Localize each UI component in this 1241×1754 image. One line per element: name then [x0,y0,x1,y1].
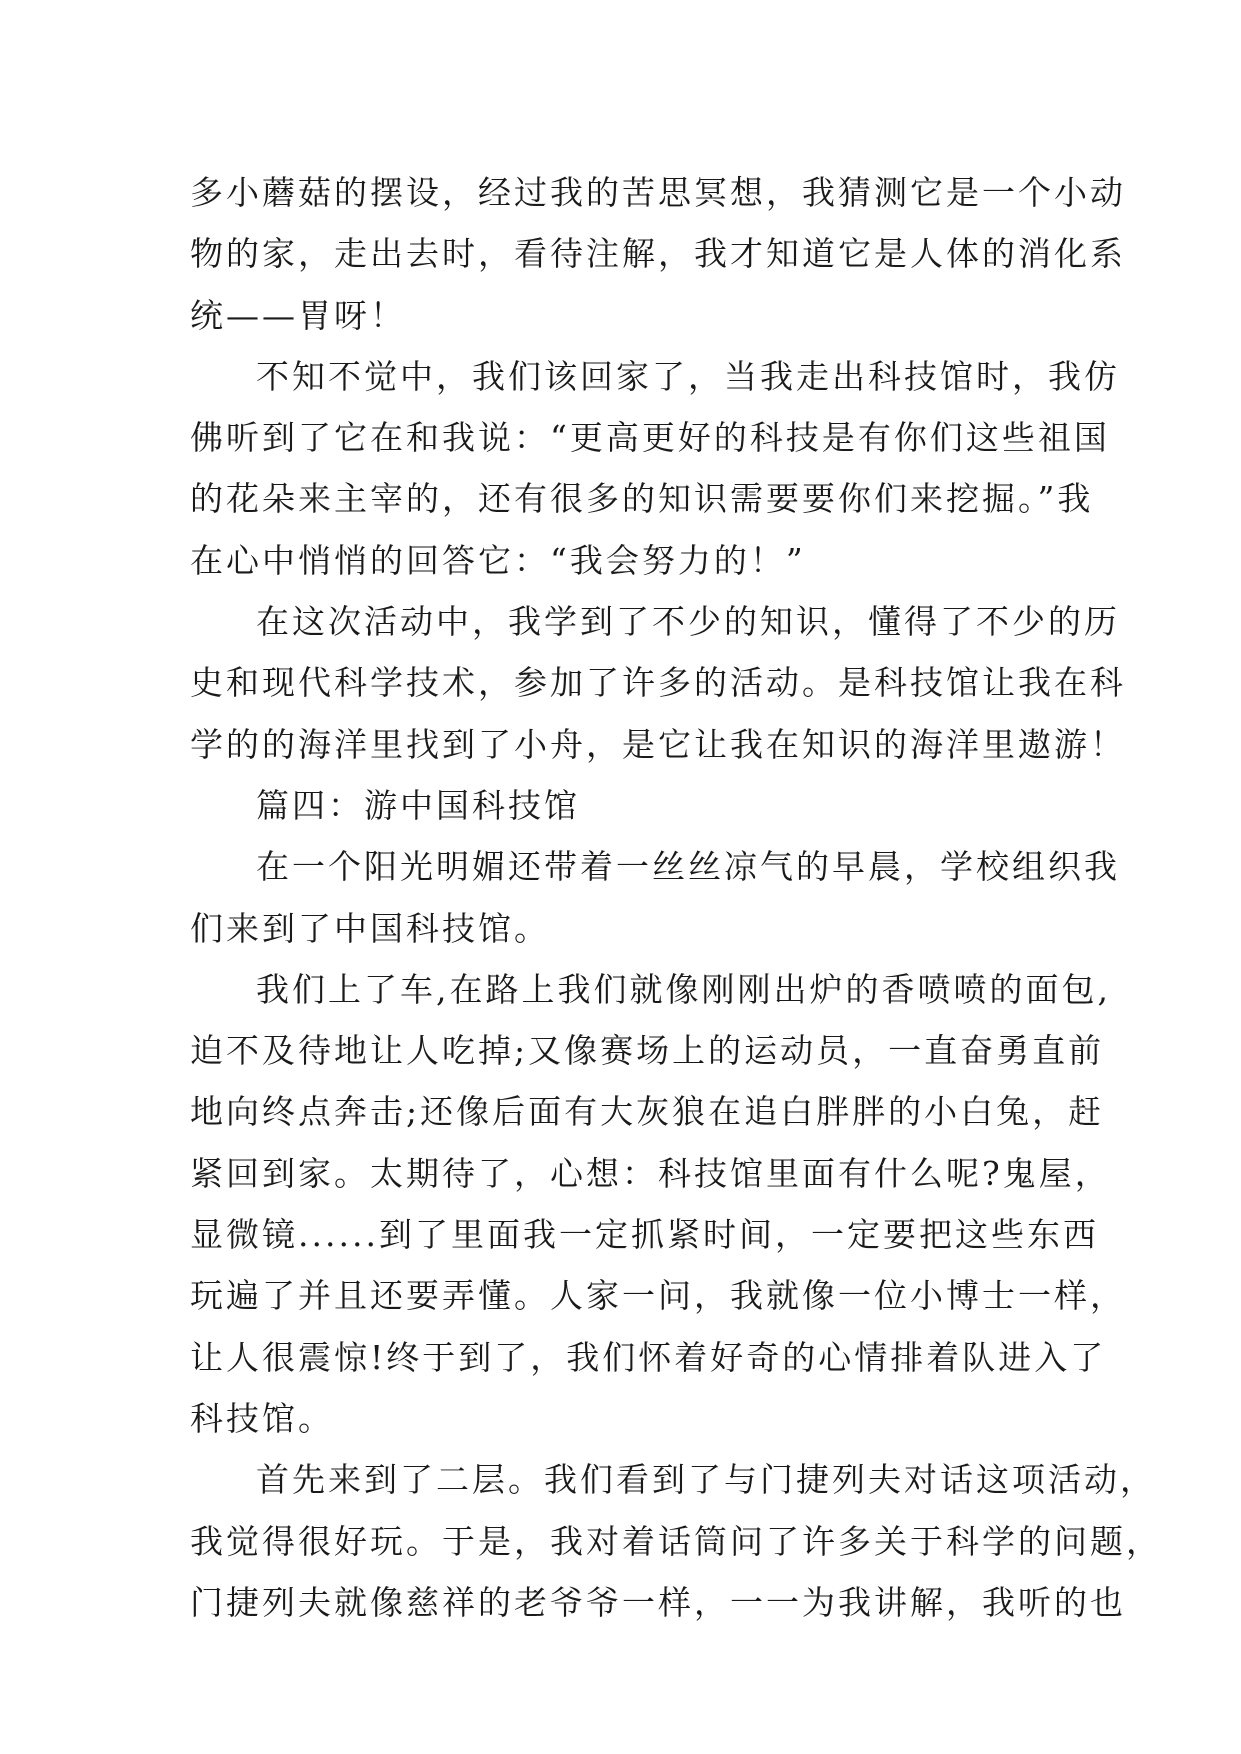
text-line: 迫不及待地让人吃掉;又像赛场上的运动员，一直奋勇直前 [190,1031,1105,1071]
text-line: 物的家，走出去时，看待注解，我才知道它是人体的消化系 [190,234,1126,274]
text-line: 学的的海洋里找到了小舟，是它让我在知识的海洋里遨游！ [190,724,1126,764]
text-line: 玩遍了并且还要弄懂。人家一问，我就像一位小博士一样， [190,1276,1126,1316]
paragraph-first-line: 首先来到了二层。我们看到了与门捷列夫对话这项活动， [256,1460,1156,1500]
text-line: 统——胃呀！ [190,295,406,335]
text-line: 多小蘑菇的摆设，经过我的苦思冥想，我猜测它是一个小动 [190,173,1126,212]
text-line: 的花朵来主宰的，还有很多的知识需要要你们来挖掘。”我 [190,479,1094,519]
document-body [190,162,1162,1633]
paragraph-first-line: 我们上了车,在路上我们就像刚刚出炉的香喷喷的面包, [256,969,1111,1009]
text-line: 我觉得很好玩。于是，我对着话筒问了许多关于科学的问题， [190,1521,1162,1561]
text-line: 史和现代科学技术，参加了许多的活动。是科技馆让我在科 [190,663,1126,703]
text-line: 门捷列夫就像慈祥的老爷爷一样，一一为我讲解，我听的也 [190,1582,1126,1622]
section-heading: 篇四：游中国科技馆 [256,785,580,825]
text-line: 显微镜......到了里面我一定抓紧时间，一定要把这些东西 [190,1215,1099,1255]
text-line: 们来到了中国科技馆。 [190,908,550,948]
text-line: 紧回到家。太期待了，心想：科技馆里面有什么呢?鬼屋， [190,1153,1111,1193]
paragraph-first-line: 在一个阳光明媚还带着一丝丝凉气的早晨，学校组织我 [256,847,1120,887]
text-line: 地向终点奔击;还像后面有大灰狼在追白胖胖的小白兔，赶 [190,1092,1105,1132]
text-line: 科技馆。 [190,1398,334,1438]
text-line: 让人很震惊!终于到了，我们怀着好奇的心情排着队进入了 [190,1337,1107,1377]
paragraph-first-line: 不知不觉中，我们该回家了，当我走出科技馆时，我仿 [256,356,1120,396]
paragraph-first-line: 在这次活动中，我学到了不少的知识，懂得了不少的历 [256,602,1120,642]
text-line: 在心中悄悄的回答它：“我会努力的！” [190,540,806,580]
text-line: 佛听到了它在和我说：“更高更好的科技是有你们这些祖国 [190,418,1110,458]
